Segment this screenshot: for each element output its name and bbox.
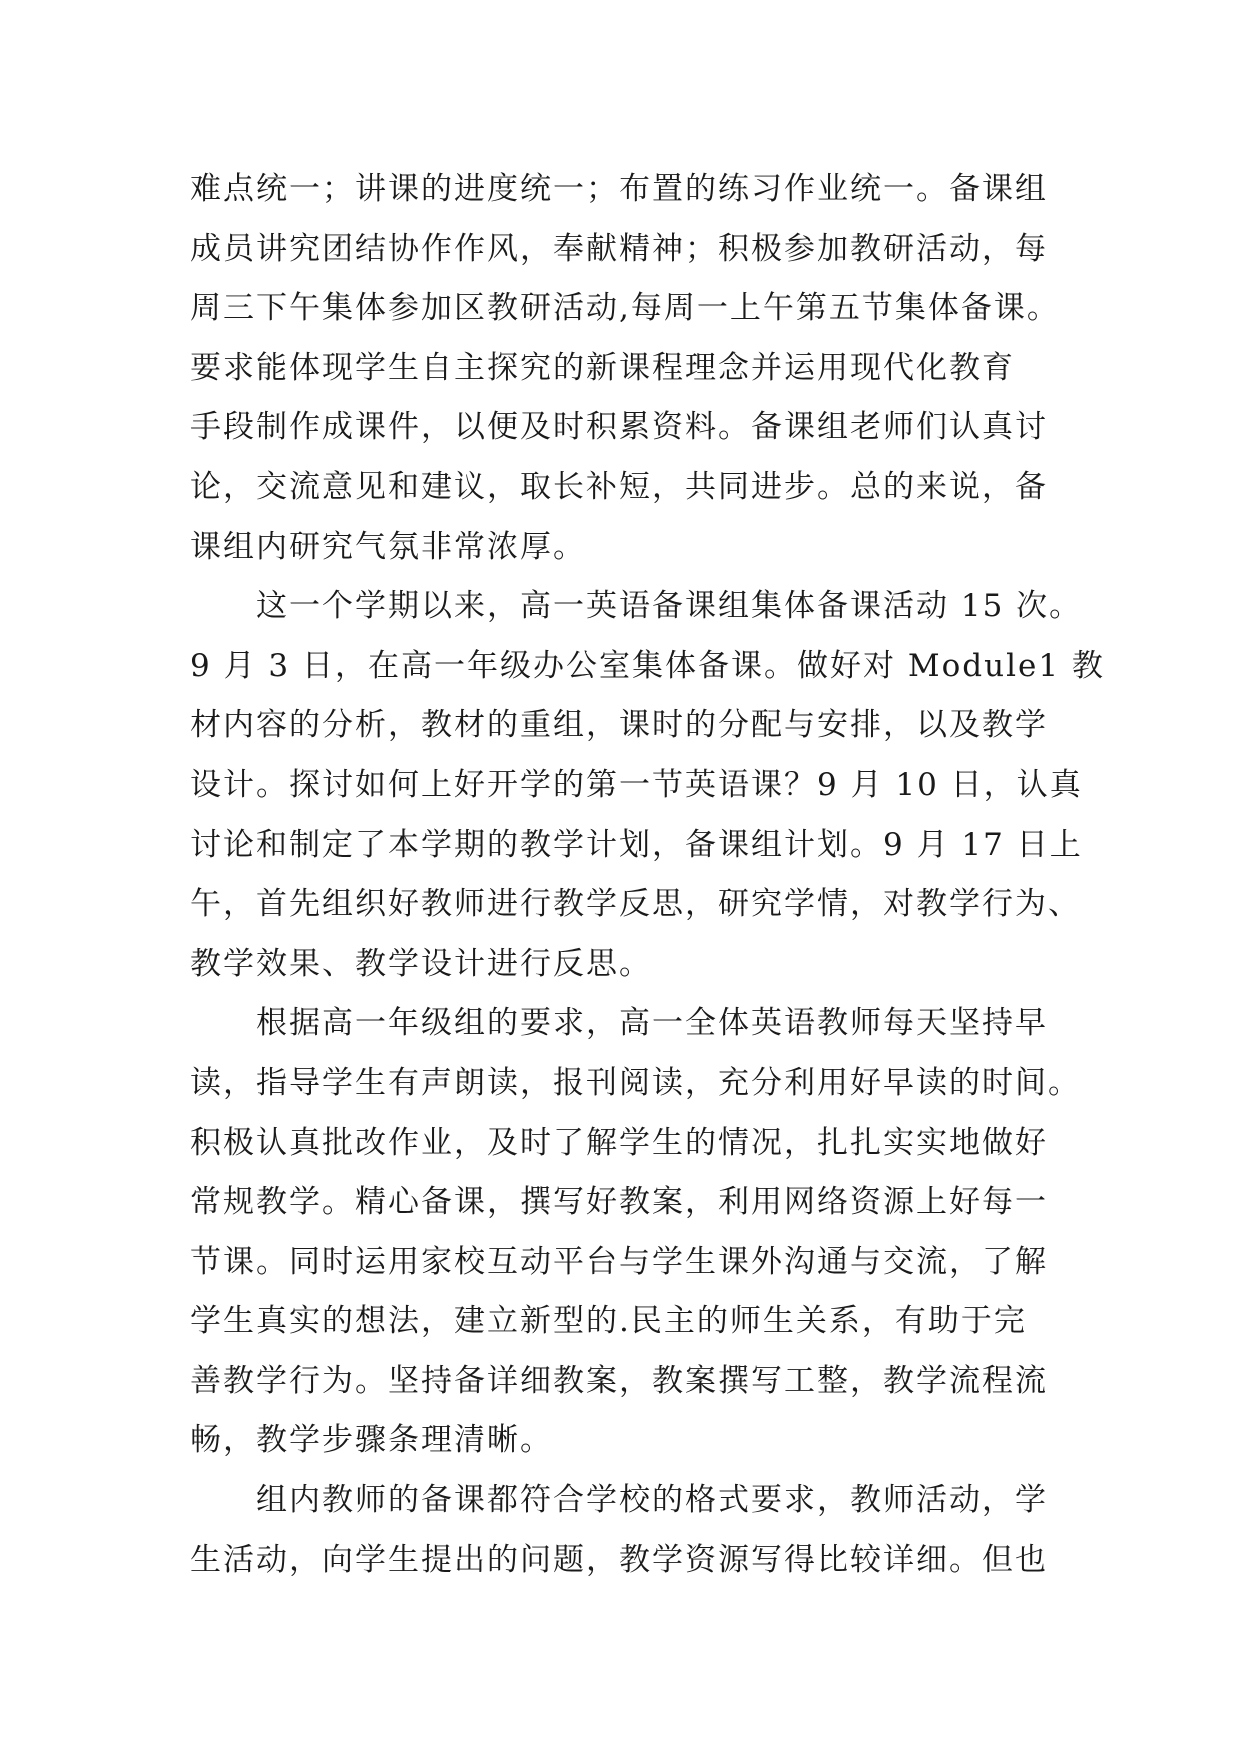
text-line: 成员讲究团结协作作风，奉献精神；积极参加教研活动，每 <box>190 230 1048 267</box>
text-line: 9 月 3 日，在高一年级办公室集体备课。做好对 Module1 教 <box>190 647 1105 684</box>
text-line: 课组内研究气氛非常浓厚。 <box>190 528 586 565</box>
text-line: 午，首先组织好教师进行教学反思，研究学情，对教学行为、 <box>190 886 1081 923</box>
text-line: 论，交流意见和建议，取长补短，共同进步。总的来说，备 <box>190 468 1048 505</box>
text-line: 设计。探讨如何上好开学的第一节英语课？9 月 10 日，认真 <box>190 766 1083 803</box>
text-line: 手段制作成课件，以便及时积累资料。备课组老师们认真讨 <box>190 409 1048 446</box>
text-line: 材内容的分析，教材的重组，课时的分配与安排，以及教学 <box>190 707 1048 744</box>
body-text <box>190 160 1105 1590</box>
text-line: 讨论和制定了本学期的教学计划，备课组计划。9 月 17 日上 <box>190 826 1083 863</box>
paragraph-3 <box>190 994 1090 1471</box>
text-line: 学生真实的想法，建立新型的.民主的师生关系，有助于完 <box>190 1303 1027 1340</box>
text-line: 常规教学。精心备课，撰写好教案，利用网络资源上好每一 <box>190 1184 1048 1221</box>
text-line: 教学效果、教学设计进行反思。 <box>190 945 652 982</box>
text-line: 生活动，向学生提出的问题，教学资源写得比较详细。但也 <box>190 1541 1048 1578</box>
text-line: 这一个学期以来，高一英语备课组集体备课活动 15 次。 <box>190 588 1083 625</box>
paragraph-2 <box>190 577 1105 994</box>
text-line: 积极认真批改作业，及时了解学生的情况，扎扎实实地做好 <box>190 1124 1048 1161</box>
text-line: 节课。同时运用家校互动平台与学生课外沟通与交流，了解 <box>190 1243 1048 1280</box>
text-line: 组内教师的备课都符合学校的格式要求，教师活动，学 <box>190 1482 1048 1519</box>
text-line: 根据高一年级组的要求，高一全体英语教师每天坚持早 <box>190 1005 1048 1042</box>
paragraph-4 <box>190 1471 1090 1590</box>
text-line: 善教学行为。坚持备详细教案，教案撰写工整，教学流程流 <box>190 1362 1048 1399</box>
text-line: 要求能体现学生自主探究的新课程理念并运用现代化教育 <box>190 349 1015 386</box>
text-line: 周三下午集体参加区教研活动,每周一上午第五节集体备课。 <box>190 290 1060 327</box>
paragraph-1 <box>190 160 1090 577</box>
text-line: 畅，教学步骤条理清晰。 <box>190 1422 553 1459</box>
text-line: 难点统一；讲课的进度统一；布置的练习作业统一。备课组 <box>190 171 1048 207</box>
text-line: 读，指导学生有声朗读，报刊阅读，充分利用好早读的时间。 <box>190 1064 1081 1101</box>
